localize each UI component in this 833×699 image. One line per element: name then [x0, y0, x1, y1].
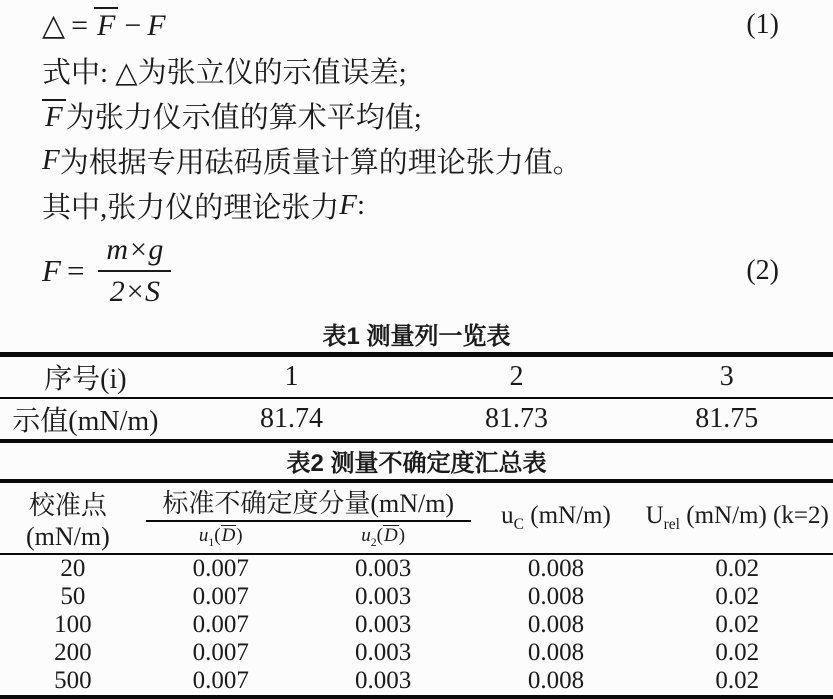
table-row — [0, 667, 833, 697]
cell-urel: 0.02 — [715, 611, 760, 638]
table1-cell: 81.74 — [260, 403, 324, 434]
cell-calibration-point: 200 — [54, 639, 92, 666]
urel-unit: (mN/m) — [686, 502, 767, 529]
cell-uc: 0.008 — [527, 555, 585, 582]
d-bar-symbol: D — [221, 525, 236, 547]
equation-1 — [42, 2, 833, 48]
f-symbol: F — [339, 189, 357, 221]
d-bar-symbol: D — [383, 525, 398, 547]
cell-urel: 0.02 — [715, 639, 760, 666]
paren-open: ( — [214, 525, 221, 547]
table1-header-cell: 序号(i) — [0, 355, 171, 399]
cell-u2: 0.003 — [355, 667, 412, 694]
table1-header-cell: 3 — [621, 355, 833, 399]
f-symbol: F — [42, 253, 61, 288]
table2-col1-header-text: 校准点(mN/m) — [26, 490, 110, 551]
equation-2 — [42, 228, 833, 314]
table1-header-cell: 1 — [171, 355, 413, 399]
equals-sign: = — [71, 9, 88, 42]
u2-symbol: u — [361, 525, 371, 547]
fraction — [98, 233, 171, 309]
cell-u1: 0.007 — [192, 555, 249, 582]
table2-title: 表2 测量不确定度汇总表 — [286, 450, 547, 477]
minus-sign: − — [124, 9, 142, 42]
table2-group-header: 标准不确定度分量(mN/m) — [146, 481, 471, 521]
fraction-denominator: 2×S — [109, 275, 160, 308]
f-bar-symbol: F — [42, 99, 66, 132]
cell-u2: 0.003 — [355, 639, 412, 666]
cell-u2: 0.003 — [355, 611, 412, 638]
cell-calibration-point: 100 — [54, 611, 92, 638]
paragraph-text: 式中: △为张立仪的示值误差; — [42, 57, 407, 89]
table1-cell: 81.73 — [484, 403, 548, 434]
paragraph-text: 其中,张力仪的理论张力 — [42, 192, 340, 224]
cell-calibration-point: 20 — [60, 555, 86, 582]
u1-subscript: 1 — [208, 535, 215, 549]
cell-u1: 0.007 — [192, 583, 249, 610]
uc-unit: (mN/m) — [530, 502, 611, 529]
table1 — [0, 352, 833, 443]
table1-row-label: 示值(mN/m) — [12, 406, 159, 437]
table2-u2-header — [296, 521, 471, 554]
cell-u2: 0.003 — [355, 583, 412, 610]
paragraph-definition-delta — [42, 48, 833, 93]
table1-cell: 81.75 — [695, 403, 759, 434]
cell-urel: 0.02 — [715, 583, 760, 610]
equals-sign: = — [66, 253, 85, 288]
table1-header-cell: 2 — [412, 355, 620, 399]
f-symbol: F — [42, 144, 60, 176]
delta-symbol: △ — [42, 9, 66, 42]
paren-close: ) — [398, 525, 406, 547]
urel-symbol: $U_{rel}$ — [645, 502, 680, 533]
u1-symbol: u — [198, 525, 209, 547]
cell-uc: 0.008 — [527, 639, 585, 666]
f-bar-symbol: F — [94, 7, 118, 42]
u2-subscript: 2 — [370, 535, 377, 549]
cell-uc: 0.008 — [527, 667, 585, 694]
cell-calibration-point: 50 — [60, 583, 86, 610]
table2-u1-header — [146, 521, 296, 554]
cell-u2: 0.003 — [355, 555, 412, 582]
paren-close: ) — [236, 525, 243, 547]
equation-2-number: (2) — [746, 255, 779, 286]
paragraph-text: 为根据专用砝码质量计算的理论张力值。 — [59, 147, 582, 179]
cell-u1: 0.007 — [192, 639, 249, 666]
cell-u1: 0.007 — [192, 667, 249, 694]
table2-urel-header — [641, 481, 833, 554]
table2-header-row-1 — [0, 481, 833, 521]
colon: : — [356, 189, 366, 221]
urel-k: (k=2) — [773, 502, 829, 529]
paragraph-definition-f — [42, 138, 833, 183]
table1-title: 表1 测量列一览表 — [322, 323, 511, 350]
paragraph-text: 为张力仪示值的算术平均值; — [65, 102, 422, 134]
uc-symbol: $u_C$ — [501, 502, 525, 533]
paragraph-definition-fbar — [42, 93, 833, 138]
table2-header — [0, 481, 833, 554]
cell-uc: 0.008 — [527, 611, 585, 638]
cell-uc: 0.008 — [527, 583, 585, 610]
f-symbol: F — [147, 9, 166, 42]
table2-col1-header — [0, 481, 146, 554]
table-row — [0, 583, 833, 611]
table2 — [0, 479, 833, 699]
table1-data-row — [0, 398, 833, 441]
table-row — [0, 554, 833, 583]
table1-header-row — [0, 355, 833, 399]
table-row — [0, 639, 833, 667]
cell-urel: 0.02 — [715, 555, 760, 582]
cell-urel: 0.02 — [715, 667, 760, 694]
equation-1-number: (1) — [746, 9, 779, 40]
table2-body — [0, 554, 833, 697]
text-block — [0, 0, 833, 314]
equation-1-body — [42, 7, 166, 43]
paragraph-theory-intro — [42, 183, 833, 228]
cell-u1: 0.007 — [192, 611, 249, 638]
table-row — [0, 611, 833, 639]
fraction-numerator: m×g — [98, 233, 171, 272]
cell-calibration-point: 500 — [54, 667, 92, 694]
table2-uc-header — [471, 481, 642, 554]
paren-open: ( — [376, 525, 383, 547]
